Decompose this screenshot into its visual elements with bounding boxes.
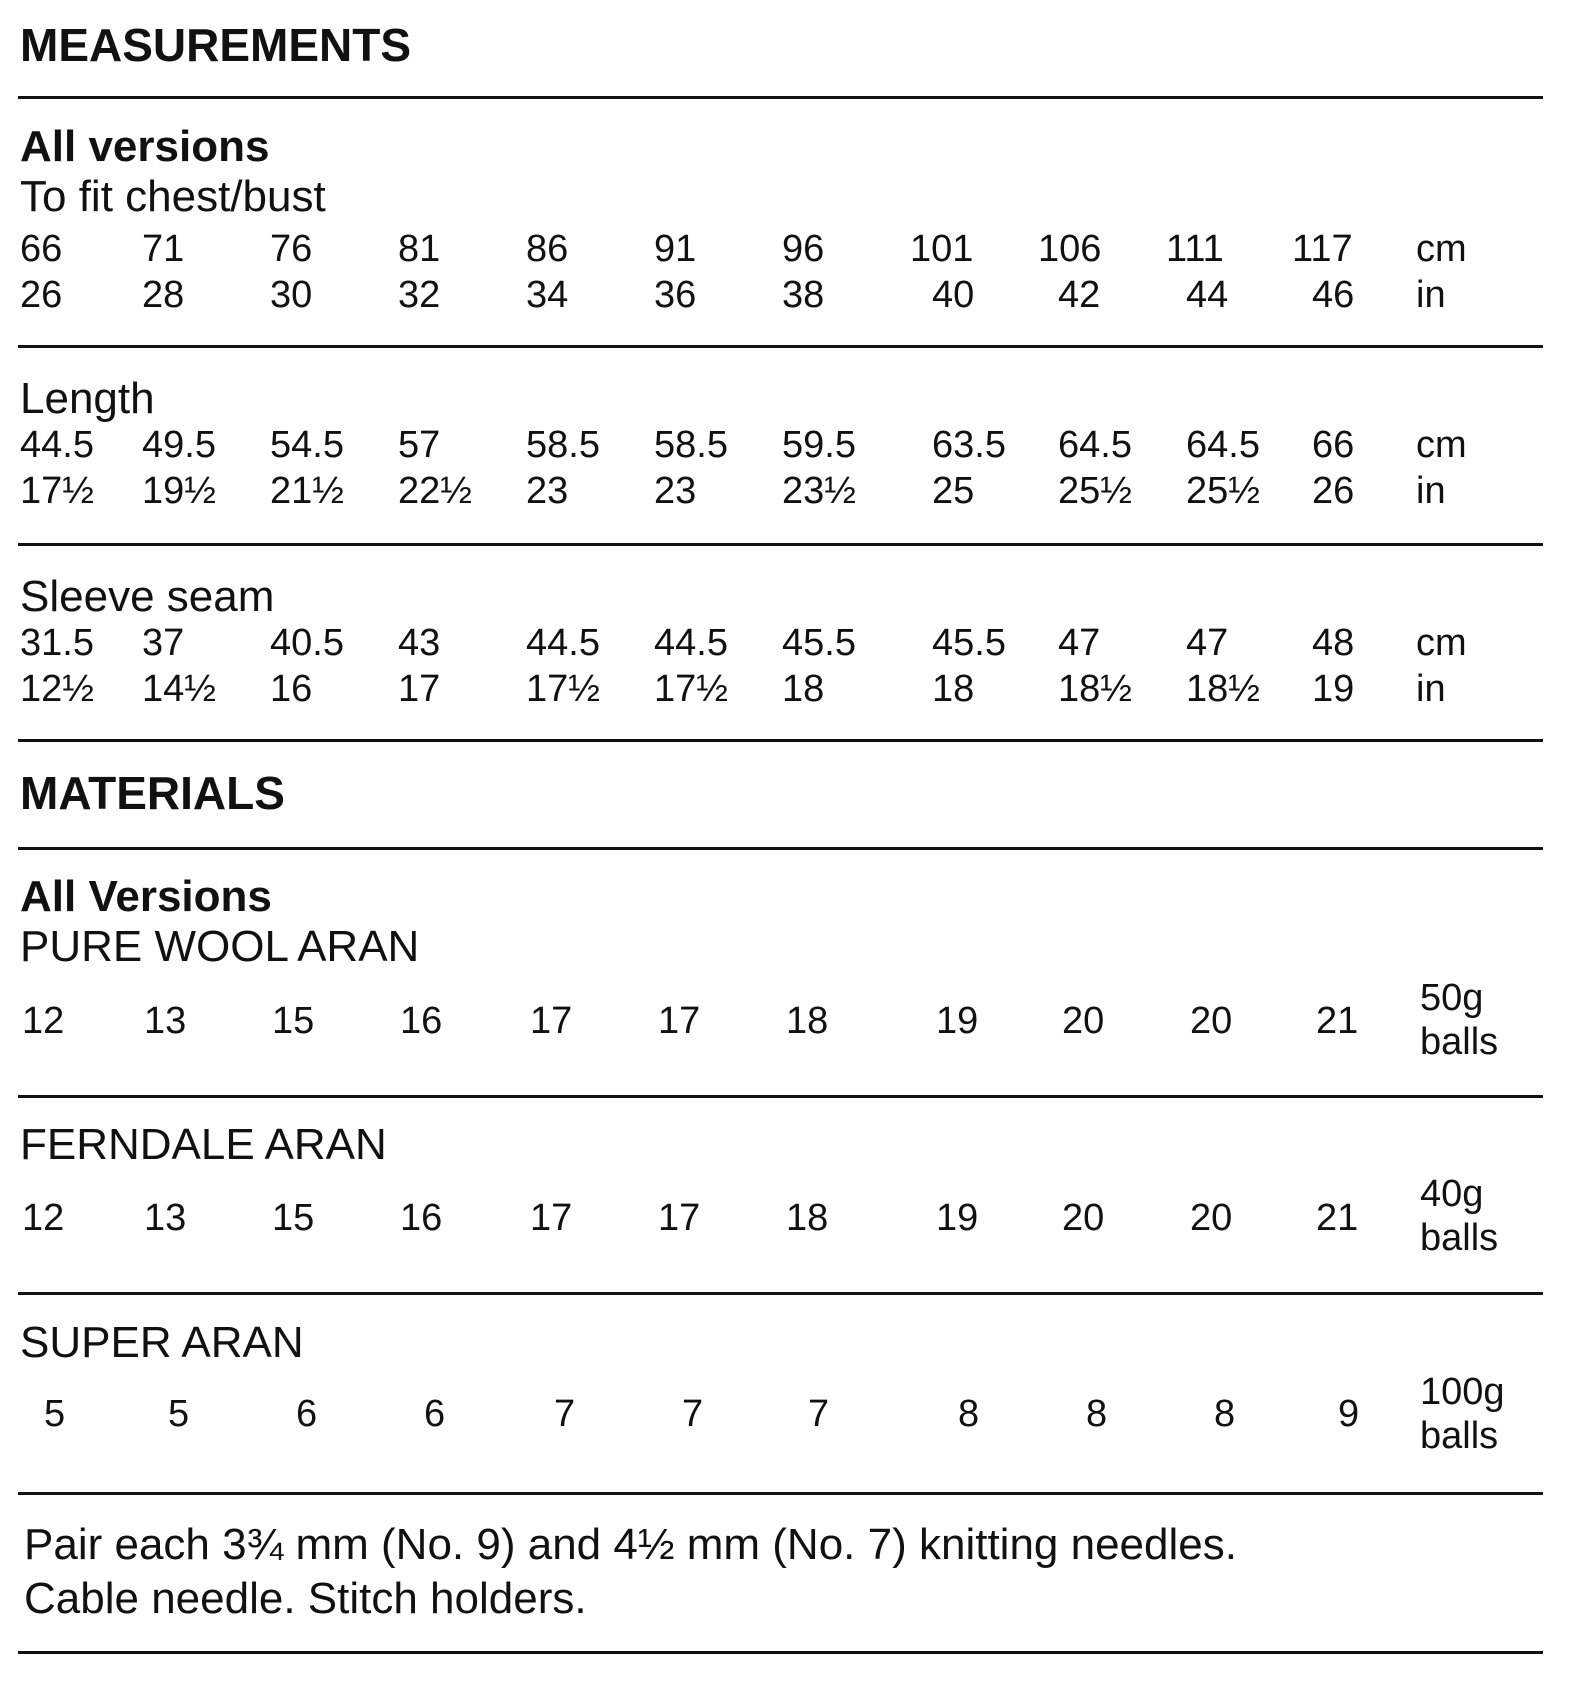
unit-label: cm — [1416, 622, 1467, 664]
size-value: 44.5 — [526, 622, 600, 664]
size-value: 19 — [1312, 668, 1355, 710]
divider — [18, 96, 1543, 99]
size-value: 81 — [398, 228, 441, 270]
unit-label: in — [1416, 470, 1446, 512]
size-value: 40.5 — [270, 622, 344, 664]
size-value: 17½ — [526, 668, 600, 710]
size-value: 34 — [526, 274, 569, 316]
ball-count: 7 — [682, 1393, 704, 1435]
ball-count: 15 — [272, 1197, 315, 1239]
size-value: 38 — [782, 274, 825, 316]
all-versions-subheading: All versions — [20, 122, 270, 171]
divider — [18, 345, 1543, 348]
size-value: 45.5 — [932, 622, 1006, 664]
ball-count: 8 — [1214, 1393, 1236, 1435]
balls-label: balls — [1420, 1021, 1499, 1063]
ball-count: 13 — [144, 1197, 187, 1239]
ball-count: 20 — [1062, 1000, 1105, 1042]
size-value: 44.5 — [654, 622, 728, 664]
size-value: 59.5 — [782, 424, 856, 466]
ball-count: 6 — [296, 1393, 318, 1435]
size-value: 37 — [142, 622, 185, 664]
size-value: 17½ — [654, 668, 728, 710]
size-value: 66 — [1312, 424, 1355, 466]
ball-count: 6 — [424, 1393, 446, 1435]
divider — [18, 1095, 1543, 1098]
size-value: 63.5 — [932, 424, 1006, 466]
size-value: 96 — [782, 228, 825, 270]
size-value: 101 — [910, 228, 974, 270]
ball-count: 19 — [936, 1000, 979, 1042]
size-value: 106 — [1038, 228, 1102, 270]
yarn-name: FERNDALE ARAN — [20, 1120, 387, 1169]
size-value: 58.5 — [526, 424, 600, 466]
unit-label: in — [1416, 274, 1446, 316]
size-value: 43 — [398, 622, 441, 664]
ball-count: 21 — [1316, 1000, 1359, 1042]
sleeve-cm-row — [0, 622, 1581, 666]
size-value: 18½ — [1186, 668, 1260, 710]
pure-wool-aran-row — [0, 1000, 1581, 1044]
unit-label: cm — [1416, 228, 1467, 270]
ball-count: 17 — [658, 1000, 701, 1042]
size-value: 54.5 — [270, 424, 344, 466]
size-value: 30 — [270, 274, 313, 316]
size-value: 23½ — [782, 470, 856, 512]
size-value: 57 — [398, 424, 441, 466]
size-value: 23 — [526, 470, 569, 512]
sleeve-label: Sleeve seam — [20, 572, 275, 621]
length-cm-row — [0, 424, 1581, 468]
size-value: 17 — [398, 668, 441, 710]
size-value: 21½ — [270, 470, 344, 512]
size-value: 17½ — [20, 470, 94, 512]
size-value: 42 — [1058, 274, 1101, 316]
divider — [18, 847, 1543, 850]
size-value: 12½ — [20, 668, 94, 710]
ball-count: 9 — [1338, 1393, 1360, 1435]
size-value: 47 — [1058, 622, 1101, 664]
ball-count: 12 — [22, 1000, 65, 1042]
ball-count: 7 — [808, 1393, 830, 1435]
divider — [18, 1651, 1543, 1654]
chest-in-row — [0, 274, 1581, 318]
size-value: 23 — [654, 470, 697, 512]
ball-count: 20 — [1190, 1197, 1233, 1239]
ball-count: 16 — [400, 1197, 443, 1239]
ball-count: 18 — [786, 1197, 829, 1239]
ball-count: 5 — [44, 1393, 66, 1435]
sleeve-in-row — [0, 668, 1581, 712]
size-value: 26 — [1312, 470, 1355, 512]
ball-weight: 40g — [1420, 1173, 1484, 1215]
divider — [18, 739, 1543, 742]
size-value: 31.5 — [20, 622, 94, 664]
materials-heading: MATERIALS — [20, 767, 285, 819]
divider — [18, 1492, 1543, 1495]
size-value: 44.5 — [20, 424, 94, 466]
ball-count: 12 — [22, 1197, 65, 1239]
size-value: 18 — [782, 668, 825, 710]
size-value: 16 — [270, 668, 313, 710]
ball-count: 8 — [958, 1393, 980, 1435]
needles-text-line2: Cable needle. Stitch holders. — [24, 1574, 587, 1623]
ball-count: 17 — [530, 1000, 573, 1042]
size-value: 64.5 — [1058, 424, 1132, 466]
size-value: 46 — [1312, 274, 1355, 316]
unit-label: cm — [1416, 424, 1467, 466]
yarn-name: PURE WOOL ARAN — [20, 922, 420, 971]
chest-cm-row — [0, 228, 1581, 272]
size-value: 71 — [142, 228, 185, 270]
ball-count: 20 — [1062, 1197, 1105, 1239]
ball-weight: 100g — [1420, 1371, 1505, 1413]
ball-count: 17 — [658, 1197, 701, 1239]
size-value: 25½ — [1186, 470, 1260, 512]
size-value: 45.5 — [782, 622, 856, 664]
size-value: 28 — [142, 274, 185, 316]
ball-count: 13 — [144, 1000, 187, 1042]
all-versions-subheading: All Versions — [20, 872, 272, 921]
size-value: 91 — [654, 228, 697, 270]
ball-count: 5 — [168, 1393, 190, 1435]
divider — [18, 543, 1543, 546]
ball-weight: 50g — [1420, 977, 1484, 1019]
size-value: 48 — [1312, 622, 1355, 664]
size-value: 25 — [932, 470, 975, 512]
ferndale-aran-row — [0, 1197, 1581, 1241]
size-value: 49.5 — [142, 424, 216, 466]
super-aran-row — [0, 1393, 1581, 1437]
yarn-name: SUPER ARAN — [20, 1318, 304, 1367]
size-value: 111 — [1166, 228, 1224, 270]
ball-count: 17 — [530, 1197, 573, 1239]
balls-label: balls — [1420, 1415, 1499, 1457]
needles-text-line1: Pair each 3¾ mm (No. 9) and 4½ mm (No. 7) knitting needles. — [24, 1520, 1237, 1569]
unit-label: in — [1416, 668, 1446, 710]
ball-count: 21 — [1316, 1197, 1359, 1239]
ball-count: 16 — [400, 1000, 443, 1042]
size-value: 26 — [20, 274, 63, 316]
size-value: 36 — [654, 274, 697, 316]
size-value: 25½ — [1058, 470, 1132, 512]
size-value: 40 — [932, 274, 975, 316]
size-value: 18½ — [1058, 668, 1132, 710]
balls-label: balls — [1420, 1217, 1499, 1259]
size-value: 22½ — [398, 470, 472, 512]
ball-count: 15 — [272, 1000, 315, 1042]
size-value: 19½ — [142, 470, 216, 512]
ball-count: 18 — [786, 1000, 829, 1042]
size-value: 58.5 — [654, 424, 728, 466]
ball-count: 20 — [1190, 1000, 1233, 1042]
chest-label: To fit chest/bust — [20, 172, 326, 221]
size-value: 76 — [270, 228, 313, 270]
ball-count: 8 — [1086, 1393, 1108, 1435]
size-value: 44 — [1186, 274, 1229, 316]
size-value: 64.5 — [1186, 424, 1260, 466]
size-value: 66 — [20, 228, 63, 270]
size-value: 32 — [398, 274, 441, 316]
ball-count: 19 — [936, 1197, 979, 1239]
divider — [18, 1292, 1543, 1295]
size-value: 18 — [932, 668, 975, 710]
length-label: Length — [20, 374, 155, 423]
ball-count: 7 — [554, 1393, 576, 1435]
measurements-heading: MEASUREMENTS — [20, 19, 412, 71]
size-value: 117 — [1292, 228, 1353, 270]
length-in-row — [0, 470, 1581, 514]
size-value: 14½ — [142, 668, 216, 710]
size-value: 86 — [526, 228, 569, 270]
size-value: 47 — [1186, 622, 1229, 664]
